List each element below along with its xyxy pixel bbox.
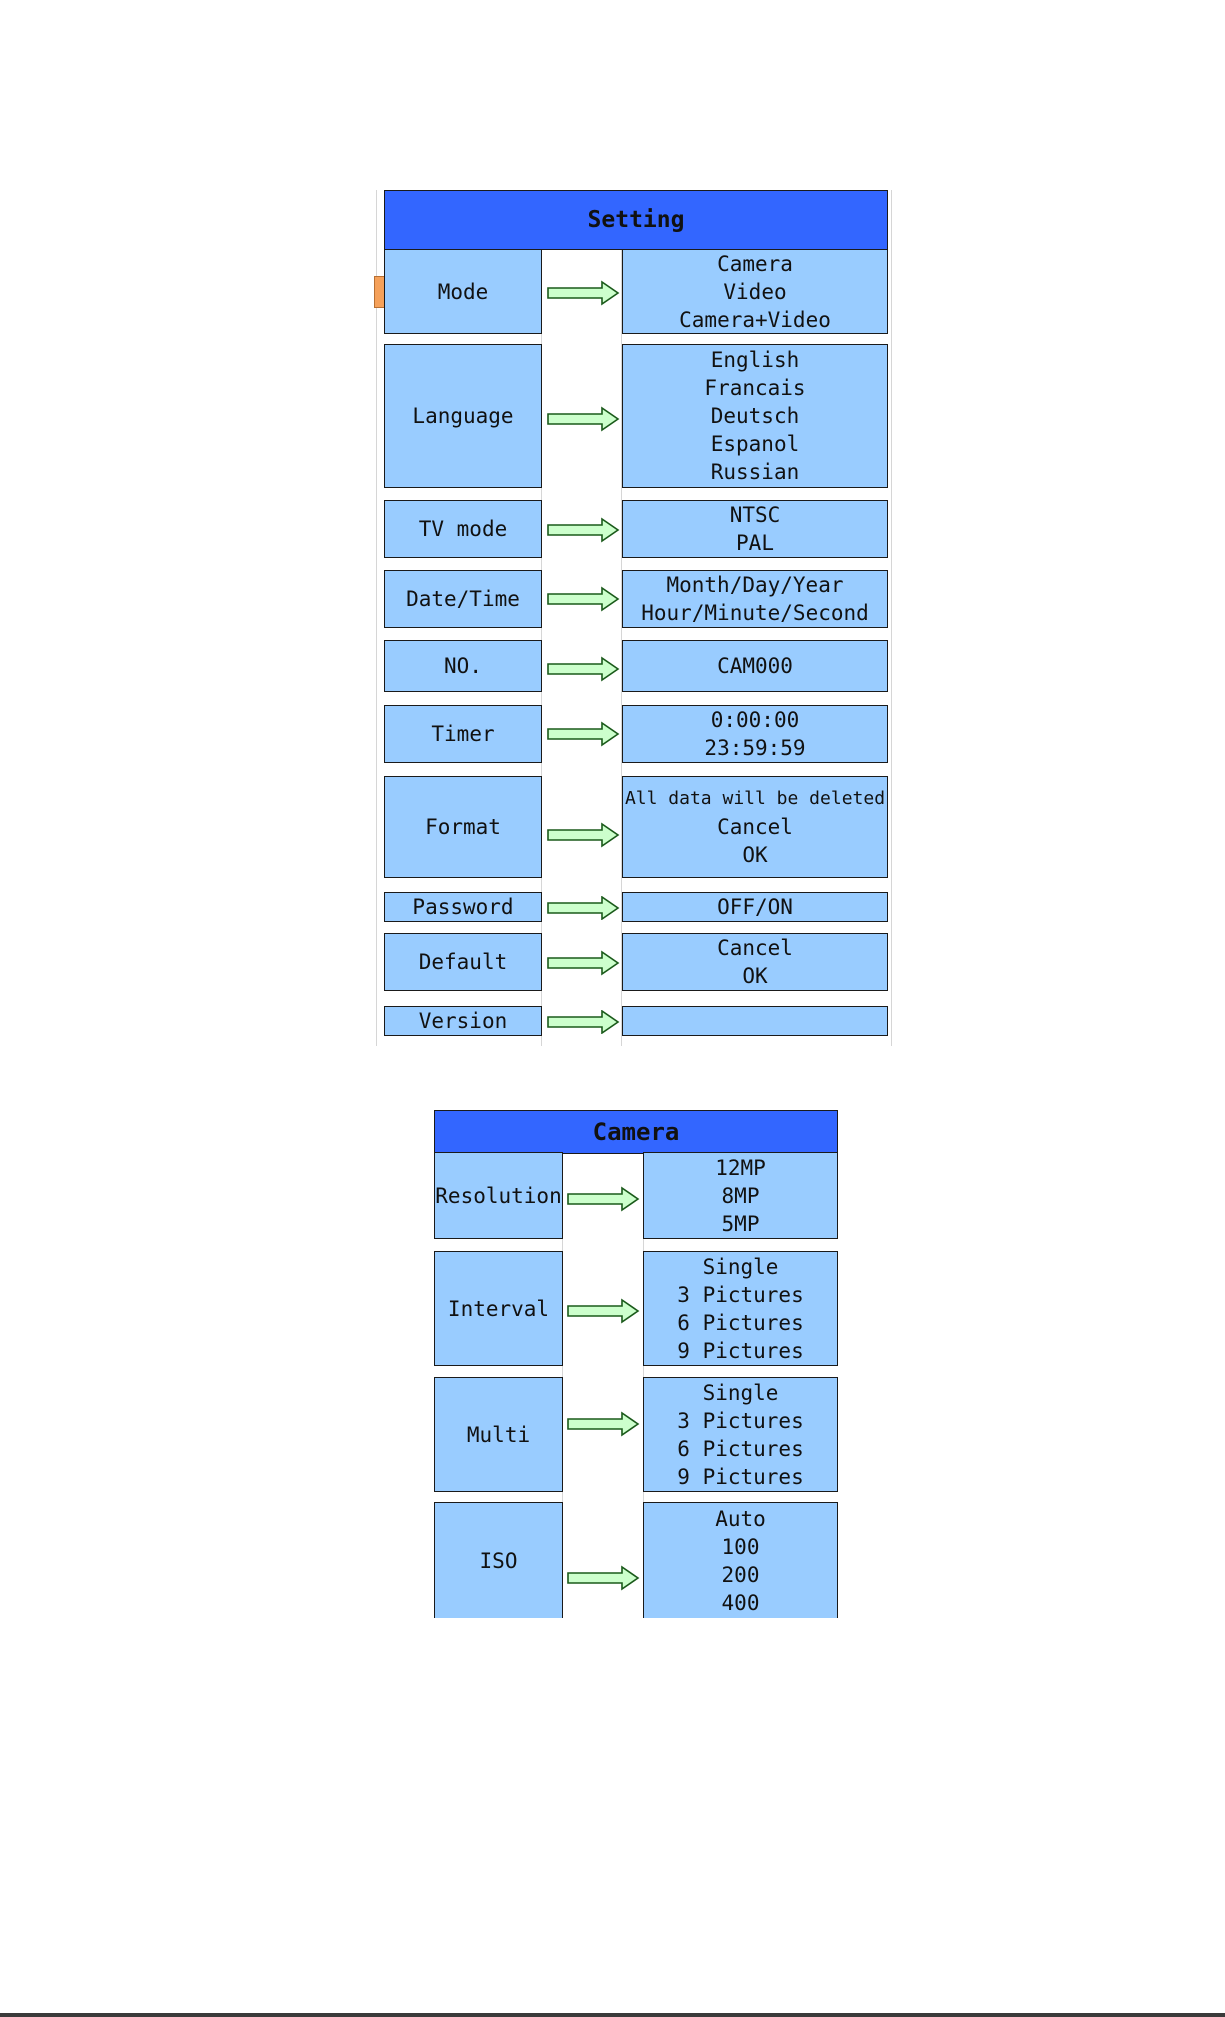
setting-row-tv-mode-label: TV mode — [384, 500, 542, 558]
arrow-icon — [546, 950, 620, 976]
option: Cancel — [717, 815, 793, 839]
option: 9 Pictures — [677, 1464, 804, 1489]
option: Camera — [717, 251, 793, 276]
setting-row-password-label: Password — [384, 892, 542, 922]
arrow-icon — [546, 406, 620, 432]
setting-row-version-label: Version — [384, 1006, 542, 1036]
setting-title: Setting — [587, 207, 685, 233]
camera-row-iso-label: ISO — [434, 1502, 563, 1618]
setting-row-default-options — [622, 933, 888, 991]
option: English — [710, 348, 800, 372]
option: Single — [702, 1254, 779, 1279]
arrow-icon — [546, 822, 620, 848]
camera-row-interval-options — [643, 1251, 838, 1366]
arrow-icon — [566, 1411, 640, 1437]
option: NTSC — [729, 503, 781, 527]
camera-title: Camera — [592, 1118, 680, 1146]
option: 5MP — [721, 1211, 760, 1236]
arrow-icon — [566, 1298, 640, 1324]
option: Deutsch — [710, 404, 800, 428]
camera-row-interval-label: Interval — [434, 1251, 563, 1366]
option: 3 Pictures — [677, 1408, 804, 1433]
option: Francais — [704, 376, 806, 400]
option: 8MP — [721, 1183, 760, 1208]
option: Single — [702, 1380, 779, 1405]
page-edge — [0, 2013, 1225, 2017]
setting-row-version-options — [622, 1006, 888, 1036]
arrow-icon — [546, 896, 620, 920]
option: Auto — [715, 1506, 766, 1531]
arrow-icon — [566, 1186, 640, 1212]
setting-row-default-label: Default — [384, 933, 542, 991]
option: 200 — [721, 1562, 760, 1587]
setting-row-date-time-options — [622, 570, 888, 628]
setting-row-timer-label: Timer — [384, 705, 542, 763]
option: PAL — [736, 531, 774, 555]
option: Russian — [710, 460, 800, 484]
setting-row-format-options — [622, 776, 888, 878]
arrow-icon — [546, 1010, 620, 1034]
setting-row-date-time-label: Date/Time — [384, 570, 542, 628]
option: Month/Day/Year — [666, 573, 844, 597]
setting-row-mode-label: Mode — [384, 249, 542, 334]
camera-header — [434, 1110, 838, 1154]
option: 9 Pictures — [677, 1338, 804, 1363]
arrow-icon — [566, 1565, 640, 1591]
option: Camera+Video — [679, 307, 831, 332]
arrow-icon — [546, 721, 620, 747]
camera-row-resolution-options — [643, 1152, 838, 1239]
setting-row-mode-options — [622, 249, 888, 334]
option: 23:59:59 — [704, 736, 806, 760]
option: Cancel — [717, 936, 793, 960]
option: Hour/Minute/Second — [641, 601, 869, 625]
grid-line — [376, 190, 377, 1046]
setting-row-timer-options — [622, 705, 888, 763]
camera-row-resolution-label: Resolution — [434, 1152, 563, 1239]
option: 3 Pictures — [677, 1282, 804, 1307]
setting-row-no-label: NO. — [384, 640, 542, 692]
camera-row-multi-label: Multi — [434, 1377, 563, 1492]
setting-row-language-options — [622, 344, 888, 488]
setting-row-language-label: Language — [384, 344, 542, 488]
option: 12MP — [715, 1155, 766, 1180]
option: Espanol — [710, 432, 800, 456]
arrow-icon — [546, 586, 620, 612]
setting-row-tv-mode-options — [622, 500, 888, 558]
option: OK — [742, 843, 768, 867]
camera-row-multi-options — [643, 1377, 838, 1492]
option: Video — [723, 279, 787, 304]
option: 400 — [721, 1590, 760, 1615]
option: OK — [742, 964, 768, 988]
setting-row-format-label: Format — [384, 776, 542, 878]
camera-row-iso-options — [643, 1502, 838, 1618]
option: CAM000 — [717, 654, 793, 678]
arrow-icon — [546, 280, 620, 306]
option: 6 Pictures — [677, 1310, 804, 1335]
option: All data will be deleted — [624, 788, 886, 809]
arrow-icon — [546, 517, 620, 543]
option: 100 — [721, 1534, 760, 1559]
setting-header — [384, 190, 888, 250]
setting-row-no-options — [622, 640, 888, 692]
setting-row-password-options — [622, 892, 888, 922]
grid-line — [891, 190, 892, 1046]
arrow-icon — [546, 656, 620, 682]
option: OFF/ON — [717, 895, 793, 919]
option: 0:00:00 — [710, 708, 800, 732]
option: 6 Pictures — [677, 1436, 804, 1461]
